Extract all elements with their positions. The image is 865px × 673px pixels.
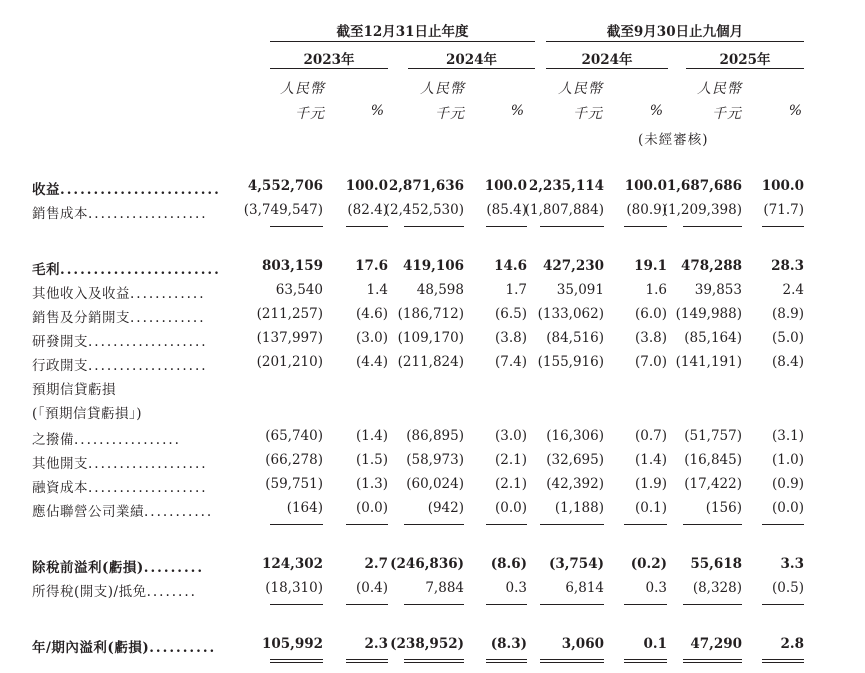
amount-cell: (238,952) [390, 636, 464, 652]
subtotal-rule [683, 604, 742, 605]
percent-cell: (0.4) [355, 580, 388, 596]
row-label [32, 202, 208, 222]
percent-cell: (1.9) [634, 476, 667, 492]
row-label-text: 銷售及分銷開支 [32, 310, 130, 326]
percent-cell: (3.1) [771, 428, 804, 444]
amount-cell: (3,749,547) [243, 202, 323, 218]
percent-cell: 100.0 [761, 178, 804, 194]
subtotal-rule [404, 662, 464, 663]
subtotal-rule [346, 659, 388, 660]
subtotal-rule [762, 226, 804, 227]
amount-cell: (42,392) [546, 476, 604, 492]
subtotal-rule [762, 662, 804, 663]
leader-dots: ............ [130, 286, 206, 302]
leader-dots: ......... [143, 560, 205, 576]
amount-cell: 39,853 [694, 282, 742, 298]
subtotal-rule [762, 524, 804, 525]
row-label-text: 之撥備 [32, 432, 74, 448]
percent-cell: 0.3 [505, 580, 527, 596]
percent-cell: (0.0) [494, 500, 527, 516]
unit-label: 千元 [712, 106, 742, 122]
percent-cell: (1.5) [355, 452, 388, 468]
subtotal-rule [540, 524, 604, 525]
currency-label: 人民幣 [697, 81, 742, 97]
amount-cell: (133,062) [537, 306, 604, 322]
table-row [0, 428, 865, 448]
amount-cell: (164) [286, 500, 323, 516]
percent-cell: (1.0) [771, 452, 804, 468]
percent-cell: 19.1 [634, 258, 667, 274]
amount-cell: (1,807,884) [524, 202, 604, 218]
row-label-text: 所得稅(開支)/抵免 [32, 584, 147, 600]
percent-cell: (0.1) [634, 500, 667, 516]
subtotal-rule [762, 659, 804, 660]
subtotal-rule [270, 604, 323, 605]
row-label-text: 銷售成本 [32, 206, 88, 222]
percent-cell: (2.1) [494, 476, 527, 492]
row-label [32, 178, 221, 198]
subtotal-rule [683, 226, 742, 227]
year-divider [686, 68, 804, 69]
percent-cell: (0.0) [771, 500, 804, 516]
percent-cell: (6.0) [634, 306, 667, 322]
leader-dots: ........ [146, 584, 197, 600]
group-divider [270, 41, 535, 42]
percent-cell: 0.3 [645, 580, 667, 596]
amount-cell: 2,235,114 [528, 178, 604, 194]
amount-cell: 1,687,686 [666, 178, 742, 194]
subtotal-rule [624, 604, 667, 605]
percent-cell: (4.4) [355, 354, 388, 370]
subtotal-rule [683, 659, 742, 660]
table-row [0, 476, 865, 496]
amount-cell: (942) [427, 500, 464, 516]
percent-cell: 3.3 [780, 556, 804, 572]
row-label [32, 258, 221, 278]
subtotal-rule [346, 226, 388, 227]
row-label-text: 毛利 [32, 262, 60, 278]
row-label-text: 收益 [32, 182, 60, 198]
subtotal-rule [270, 659, 323, 660]
percent-cell: (7.0) [634, 354, 667, 370]
leader-dots: ........................ [60, 262, 221, 278]
table-row [0, 500, 865, 520]
year-header: 2023年 [303, 52, 355, 68]
table-row [0, 330, 865, 350]
percent-cell: 1.4 [366, 282, 388, 298]
row-label [32, 428, 181, 448]
subtotal-rule [683, 524, 742, 525]
subtotal-rule [270, 524, 323, 525]
row-label [32, 378, 116, 398]
leader-dots: ................... [88, 206, 208, 222]
percent-cell: 17.6 [355, 258, 388, 274]
row-label [32, 452, 208, 472]
row-label-text: 融資成本 [32, 480, 88, 496]
percent-cell: (3.0) [355, 330, 388, 346]
subtotal-rule [270, 662, 323, 663]
percent-cell: 28.3 [771, 258, 804, 274]
amount-cell: 35,091 [556, 282, 604, 298]
subtotal-rule [404, 659, 464, 660]
amount-cell: (109,170) [397, 330, 464, 346]
percent-cell: (0.7) [634, 428, 667, 444]
table-row [0, 178, 865, 198]
amount-cell: 63,540 [275, 282, 323, 298]
subtotal-rule [624, 226, 667, 227]
row-label [32, 476, 208, 496]
amount-cell: 6,814 [565, 580, 604, 596]
amount-cell: (16,845) [684, 452, 742, 468]
leader-dots: .......... [149, 640, 217, 656]
percent-cell: (8.4) [771, 354, 804, 370]
currency-label: 人民幣 [280, 81, 325, 97]
subtotal-rule [624, 659, 667, 660]
subtotal-rule [540, 604, 604, 605]
table-row [0, 580, 865, 600]
amount-cell: 47,290 [690, 636, 742, 652]
year-divider [546, 68, 668, 69]
row-label [32, 580, 197, 600]
row-label [32, 556, 204, 576]
table-row [0, 202, 865, 222]
amount-cell: 4,552,706 [247, 178, 323, 194]
amount-cell: (66,278) [265, 452, 323, 468]
percent-cell: (3.8) [634, 330, 667, 346]
amount-cell: (51,757) [684, 428, 742, 444]
percent-cell: (2.1) [494, 452, 527, 468]
group-header-nine-months: 截至9月30日止九個月 [606, 24, 744, 40]
percent-cell: 0.1 [643, 636, 667, 652]
amount-cell: (60,024) [406, 476, 464, 492]
percent-label: % [510, 103, 525, 119]
year-header: 2024年 [581, 52, 633, 68]
percent-cell: (1.3) [355, 476, 388, 492]
percent-cell: 1.7 [505, 282, 527, 298]
subtotal-rule [486, 226, 527, 227]
percent-cell: (6.5) [494, 306, 527, 322]
table-row [0, 378, 865, 398]
currency-label: 人民幣 [558, 81, 603, 97]
leader-dots: ........................ [60, 182, 221, 198]
amount-cell: 427,230 [542, 258, 604, 274]
subtotal-rule [624, 524, 667, 525]
percent-cell: (3.8) [494, 330, 527, 346]
currency-label: 人民幣 [420, 81, 465, 97]
percent-label: % [788, 103, 803, 119]
subtotal-rule [346, 604, 388, 605]
leader-dots: ................. [74, 432, 181, 448]
percent-cell: 2.8 [780, 636, 804, 652]
subtotal-rule [624, 662, 667, 663]
percent-cell: (8.3) [490, 636, 527, 652]
amount-cell: (1,209,398) [662, 202, 742, 218]
amount-cell: (84,516) [546, 330, 604, 346]
subtotal-rule [346, 524, 388, 525]
unit-label: 千元 [435, 106, 465, 122]
percent-cell: 1.6 [645, 282, 667, 298]
table-row [0, 636, 865, 656]
subtotal-rule [486, 662, 527, 663]
row-label [32, 402, 142, 422]
amount-cell: (65,740) [265, 428, 323, 444]
subtotal-rule [404, 604, 464, 605]
row-label-text: 其他收入及收益 [32, 286, 130, 302]
subtotal-rule [486, 524, 527, 525]
subtotal-rule [404, 226, 464, 227]
table-row [0, 306, 865, 326]
unit-label: 千元 [573, 106, 603, 122]
percent-cell: 2.4 [782, 282, 804, 298]
percent-cell: (82.4) [347, 202, 388, 218]
percent-cell: 2.3 [364, 636, 388, 652]
percent-cell: (71.7) [763, 202, 804, 218]
amount-cell: (155,916) [537, 354, 604, 370]
percent-cell: 2.7 [364, 556, 388, 572]
amount-cell: (211,824) [397, 354, 464, 370]
amount-cell: (1,188) [554, 500, 604, 516]
row-label-text: 其他開支 [32, 456, 88, 472]
amount-cell: (211,257) [256, 306, 323, 322]
row-label-text: 預期信貸虧損 [32, 382, 116, 398]
table-row [0, 556, 865, 576]
subtotal-rule [540, 662, 604, 663]
row-label [32, 306, 206, 326]
percent-cell: 100.0 [345, 178, 388, 194]
percent-cell: (8.6) [490, 556, 527, 572]
amount-cell: (186,712) [397, 306, 464, 322]
amount-cell: 55,618 [690, 556, 742, 572]
percent-cell: 100.0 [484, 178, 527, 194]
percent-cell: (8.9) [771, 306, 804, 322]
year-divider [408, 68, 535, 69]
amount-cell: 48,598 [416, 282, 464, 298]
subtotal-rule [762, 604, 804, 605]
percent-cell: 100.0 [624, 178, 667, 194]
subtotal-rule [540, 226, 604, 227]
amount-cell: (86,895) [406, 428, 464, 444]
table-row [0, 402, 865, 422]
percent-cell: (1.4) [355, 428, 388, 444]
amount-cell: 7,884 [425, 580, 464, 596]
percent-cell: (7.4) [494, 354, 527, 370]
leader-dots: ........... [144, 504, 214, 520]
amount-cell: (246,836) [390, 556, 464, 572]
amount-cell: (201,210) [256, 354, 323, 370]
amount-cell: (3,754) [548, 556, 604, 572]
amount-cell: 2,871,636 [388, 178, 464, 194]
table-row [0, 258, 865, 278]
percent-cell: (5.0) [771, 330, 804, 346]
amount-cell: 105,992 [261, 636, 323, 652]
percent-label: % [649, 103, 664, 119]
table-row [0, 452, 865, 472]
amount-cell: (18,310) [265, 580, 323, 596]
row-label-text: 除稅前溢利(虧損) [32, 560, 144, 576]
amount-cell: (16,306) [546, 428, 604, 444]
amount-cell: 478,288 [680, 258, 742, 274]
percent-cell: (80.9) [626, 202, 667, 218]
percent-label: % [370, 103, 385, 119]
subtotal-rule [270, 226, 323, 227]
percent-cell: (0.9) [771, 476, 804, 492]
row-label [32, 330, 208, 350]
row-label [32, 354, 208, 374]
amount-cell: 3,060 [561, 636, 604, 652]
year-divider [270, 68, 388, 69]
row-label-text: (「預期信貸虧損」) [32, 406, 143, 422]
row-label-text: 應佔聯營公司業績 [32, 504, 144, 520]
amount-cell: 124,302 [261, 556, 323, 572]
leader-dots: ................... [88, 480, 208, 496]
subtotal-rule [683, 662, 742, 663]
amount-cell: (32,695) [546, 452, 604, 468]
group-divider [546, 41, 804, 42]
amount-cell: (137,997) [256, 330, 323, 346]
row-label-text: 年/期內溢利(虧損) [32, 640, 150, 656]
leader-dots: ................... [88, 358, 208, 374]
row-label-text: 研發開支 [32, 334, 88, 350]
leader-dots: ............ [130, 310, 206, 326]
amount-cell: (58,973) [406, 452, 464, 468]
amount-cell: (149,988) [675, 306, 742, 322]
amount-cell: (2,452,530) [384, 202, 464, 218]
amount-cell: 419,106 [402, 258, 464, 274]
year-header: 2025年 [719, 52, 771, 68]
percent-cell: (4.6) [355, 306, 388, 322]
amount-cell: (59,751) [265, 476, 323, 492]
percent-cell: (85.4) [486, 202, 527, 218]
year-header: 2024年 [445, 52, 498, 68]
unaudited-note: (未經審核) [638, 132, 709, 148]
subtotal-rule [486, 659, 527, 660]
subtotal-rule [486, 604, 527, 605]
percent-cell: (3.0) [494, 428, 527, 444]
row-label [32, 500, 213, 520]
percent-cell: (0.2) [630, 556, 667, 572]
unit-label: 千元 [295, 106, 325, 122]
amount-cell: 803,159 [261, 258, 323, 274]
leader-dots: ................... [88, 334, 208, 350]
subtotal-rule [404, 524, 464, 525]
percent-cell: 14.6 [494, 258, 527, 274]
amount-cell: (8,328) [692, 580, 742, 596]
row-label [32, 282, 206, 302]
table-row [0, 354, 865, 374]
group-header-year-ended: 截至12月31日止年度 [336, 24, 469, 40]
amount-cell: (141,191) [675, 354, 742, 370]
row-label-text: 行政開支 [32, 358, 88, 374]
subtotal-rule [346, 662, 388, 663]
percent-cell: (0.5) [771, 580, 804, 596]
amount-cell: (85,164) [684, 330, 742, 346]
row-label [32, 636, 216, 656]
table-row [0, 282, 865, 302]
amount-cell: (156) [705, 500, 742, 516]
amount-cell: (17,422) [684, 476, 742, 492]
percent-cell: (0.0) [355, 500, 388, 516]
subtotal-rule [540, 659, 604, 660]
percent-cell: (1.4) [634, 452, 667, 468]
leader-dots: ................... [88, 456, 208, 472]
